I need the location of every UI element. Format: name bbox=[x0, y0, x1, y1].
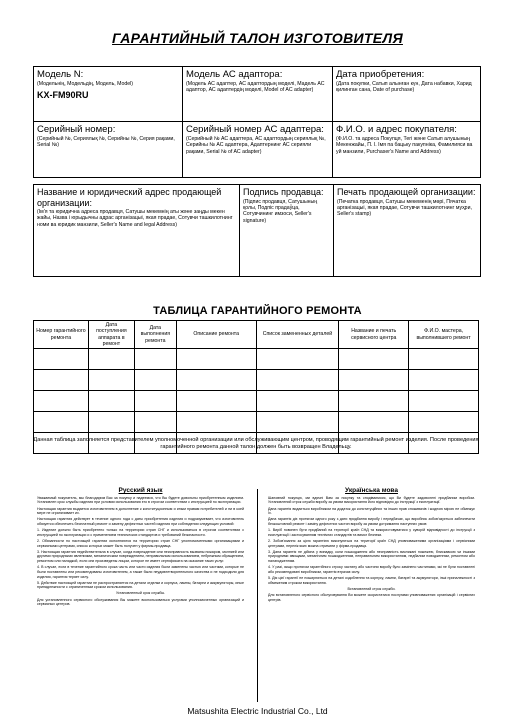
ua-paragraph: Дана гарантія видається виробником на додаток до конституційних та інших прав споживачів і жодною мірою не обмежує їх. bbox=[268, 506, 475, 516]
adapter-model-box bbox=[182, 66, 333, 122]
ru-paragraph: Настоящая гарантия действует в течение одного года с даты приобретения изделия и подразумевает, что изготовитель обязуется обеспечить бесплатный ремонт и замену дефектных частей изделия при соблюдении следующих условий: bbox=[37, 517, 244, 526]
ua-paragraph: 2. Зобов'язання за цією гарантією виконуються на території країн СНД уповноваженими організаціями і сервісними центрами, перелік яких можна отримати у фірми-продавця. bbox=[268, 538, 475, 548]
ru-paragraph: Установленный срок службы. bbox=[115, 591, 166, 596]
seller-signature-label: Подпись продавца: bbox=[243, 187, 324, 197]
repair-col-received: Дата поступления аппарата в ремонт bbox=[88, 321, 134, 349]
repair-table-note: Данная таблица заполняется представителем уполномоченной организации или обслуживающим центром, проводящим гарантийный ремонт изделия. После проведения гарантийного ремонта данной талон должен быть возвращен Владельцу. bbox=[33, 437, 479, 450]
repair-col-description: Описание ремонта bbox=[176, 321, 256, 349]
serial-sub: (Серийный №, Сериялық №, Серийны №, Серия рақами, Serial №) bbox=[37, 136, 175, 149]
manufacturer-footer: Matsushita Electric Industrial Co., Ltd bbox=[187, 706, 328, 716]
table-row bbox=[34, 370, 479, 391]
ru-paragraph: Уважаемый покупатель, мы благодарим Вас за покупку и надеемся, что Вы будете довольны приобретенным изделием. Установлен срок службы изделия при условии использования его в строгом соответствии с инструкцией по эксплуатации. bbox=[37, 495, 244, 505]
model-label: Модель N: bbox=[37, 69, 84, 80]
repair-col-service-center: Название и печать сервисного центра bbox=[339, 321, 409, 349]
repair-table-header-row bbox=[34, 321, 479, 349]
model-box bbox=[33, 66, 183, 122]
russian-heading: Русский язык bbox=[118, 487, 163, 494]
buyer-sub: (Ф.И.О. та адреса Покупця, Тегі және Сатып алушының Мекенжайы, П. І. Імя па бацьку пакупніка, Фамилияси ва уй манзили, Purchaser's Name and Address) bbox=[336, 136, 473, 155]
seller-stamp-sub: (Печатка продавця, Сатушы мекеменің мөрі, Пячатка арганізацыі, якая прадае, Сотувчи ташкилотнинг муҳри, Seller's stamp) bbox=[337, 198, 472, 218]
adapter-model-label: Модель АС адаптора: bbox=[186, 69, 283, 80]
ru-paragraph: 4. В случае, если в течение гарантийного срока часть или части изделия были заменены частью или частями, которые не были поставлены или рекомендованы изготовителем, а также были неудовлетворительного качества и не подходили для изделия, гарантия теряет силу. bbox=[37, 565, 244, 579]
page-title: ГАРАНТИЙНЫЙ ТАЛОН ИЗГОТОВИТЕЛЯ bbox=[112, 30, 403, 46]
ua-paragraph: Для встановленого сервісного обслуговування Ви можете скористатися послугами уповноважених організацій і сервісних центрів. bbox=[268, 592, 475, 602]
seller-org-box bbox=[33, 184, 240, 277]
ua-paragraph: 4. У разі, якщо протягом гарантійного строку частину або частини виробу було замінено частинами, які не були поставлені або рекомендовані виробником, гарантія втрачає силу. bbox=[268, 565, 475, 574]
purchase-date-sub: (Дата покупки, Сатып алынған күн, Дата набавки, Харид қилинган сана, Date of purchase) bbox=[336, 81, 472, 94]
repair-col-technician: Ф.И.О. мастера, выполнившего ремонт bbox=[409, 321, 479, 349]
ua-paragraph: Дана гарантія діє протягом одного року з дати придбання виробу і передбачає, що виробник зобов'язується забезпечити безкоштовний ремонт і заміну дефектних частин виробу за умови дотримання наступних умов: bbox=[268, 517, 475, 526]
seller-org-label: Название и юридический адрес продающей организации: bbox=[37, 187, 222, 208]
purchase-date-box bbox=[332, 66, 481, 122]
repair-table bbox=[33, 320, 479, 454]
seller-stamp-label: Печать продающей организации: bbox=[337, 187, 476, 197]
seller-signature-sub: (Підпис продавця, Сатушының қолы, Подпіс прадаўца, Сотувчининг имзоси, Seller's signature) bbox=[243, 198, 318, 224]
ru-paragraph: Для установленного сервисного обслуживания Вы можете воспользоваться услугами уполномоченных организаций и сервисных центров. bbox=[37, 597, 244, 607]
repair-col-number: Номер гарантийного ремонта bbox=[34, 321, 89, 349]
buyer-box bbox=[332, 121, 481, 178]
ua-paragraph: 1. Виріб повинен бути придбаний на території країн СНД та використовуватися у суворій відповідності до інструкції з експлуатації і застосуванням технічних стандартів та вимог безпеки. bbox=[268, 528, 475, 537]
column-divider bbox=[257, 489, 258, 702]
ru-paragraph: 5. Действие настоящей гарантии не распространяется на детали отделки и корпуса, лампы, батареи и аккумуляторы, иные принадлежности с ограниченным сроком использования. bbox=[37, 580, 244, 590]
table-row bbox=[34, 391, 479, 412]
seller-signature-box bbox=[239, 184, 334, 277]
ua-paragraph: Шановний покупцю, ми вдячні Вам за покупку та сподіваємося, що Ви будете задоволені придбаним виробом. Установлений строк служби виробу за умови використання його відповідно до інструкції з експлуатації. bbox=[268, 495, 475, 505]
model-sub: (Модельнің, Модельдің, Модель, Model) bbox=[37, 81, 134, 87]
serial-label: Серийный номер: bbox=[37, 124, 116, 135]
adapter-serial-sub: (Серийный № АС адаптера, АС адаптордың сериялық №, Серийны № АС адаптера, Адаптернинг АС серияли рақами, Serial № of AC adapter) bbox=[186, 136, 326, 155]
adapter-model-sub: (Модель АС адаптер, АС адаптордың моделі, Мадель АС адаптор, АС адаптердің моделі, Model of AC adapter) bbox=[186, 81, 325, 94]
ua-paragraph: Встановлений строк служби. bbox=[347, 586, 396, 591]
table-row bbox=[34, 349, 479, 370]
repair-col-parts: Список замененных деталей bbox=[256, 321, 339, 349]
ukrainian-heading: Українська мова bbox=[345, 487, 398, 494]
serial-box bbox=[33, 121, 183, 178]
adapter-serial-label: Серийный номер АС адаптера: bbox=[186, 124, 324, 135]
ru-paragraph: 1. Изделие должно быть приобретено только на территории стран СНГ и использоваться в строгом соответствии с инструкцией по эксплуатации и с применением технических стандартов и требований безопасности. bbox=[37, 528, 244, 537]
adapter-serial-box bbox=[182, 121, 333, 178]
ukrainian-section bbox=[268, 489, 475, 604]
seller-org-sub: (Ім'я та юридична адреса продавця, Сатушы мекемнің аты және заңды мекен жайы, Назва і юрыдычны адрас арганізацыі, якая прадае, Сотувчи ташкилотнинг номи ва юридик манзили, Seller's Name and legal Address) bbox=[37, 209, 233, 228]
ru-paragraph: 2. Обязанности по настоящей гарантии исполняются на территории стран СНГ уполномоченными организациями и сервисными центрами, список которых может быть получен у фирмы-продавца. bbox=[37, 538, 244, 548]
table-row bbox=[34, 412, 479, 433]
purchase-date-label: Дата приобретения: bbox=[336, 69, 425, 80]
seller-stamp-box bbox=[333, 184, 481, 277]
repair-col-completed: Дата выполнения ремонта bbox=[134, 321, 176, 349]
repair-table-title: ТАБЛИЦА ГАРАНТИЙНОГО РЕМОНТА bbox=[153, 305, 362, 317]
ua-paragraph: 5. Дія цієї гарантії не поширюється на деталі оздоблення та корпусу, лампи, батареї та акумулятори, інші приналежності з обмеженим строком використання. bbox=[268, 575, 475, 585]
russian-section bbox=[37, 489, 244, 608]
model-value: KX-FM90RU bbox=[37, 90, 89, 101]
ua-paragraph: 3. Дана гарантія не дійсна у випадку, коли пошкодження або несправність викликані пожежею, блискавкою чи іншими природними явищами, механічним пошкодженням, неправильним використанням, недбалим поводженням, ремонтом або налагодженням. bbox=[268, 549, 475, 564]
buyer-label: Ф.И.О. и адрес покупателя: bbox=[336, 124, 457, 135]
ru-paragraph: 3. Настоящая гарантия недействительна в случае, когда повреждение или неисправность вызваны пожаром, молнией или другими природными явлениями, механическим повреждением, неправильным использованием, небрежным обращением, ремонтом или наладкой, если они произведены лицом, которое не имеет сертификата на оказание таких услуг. bbox=[37, 549, 244, 564]
ru-paragraph: Настоящая гарантия выдается изготовителем в дополнение к конституционным и иным правам потребителей и ни в коей мере не ограничивает их. bbox=[37, 506, 244, 516]
